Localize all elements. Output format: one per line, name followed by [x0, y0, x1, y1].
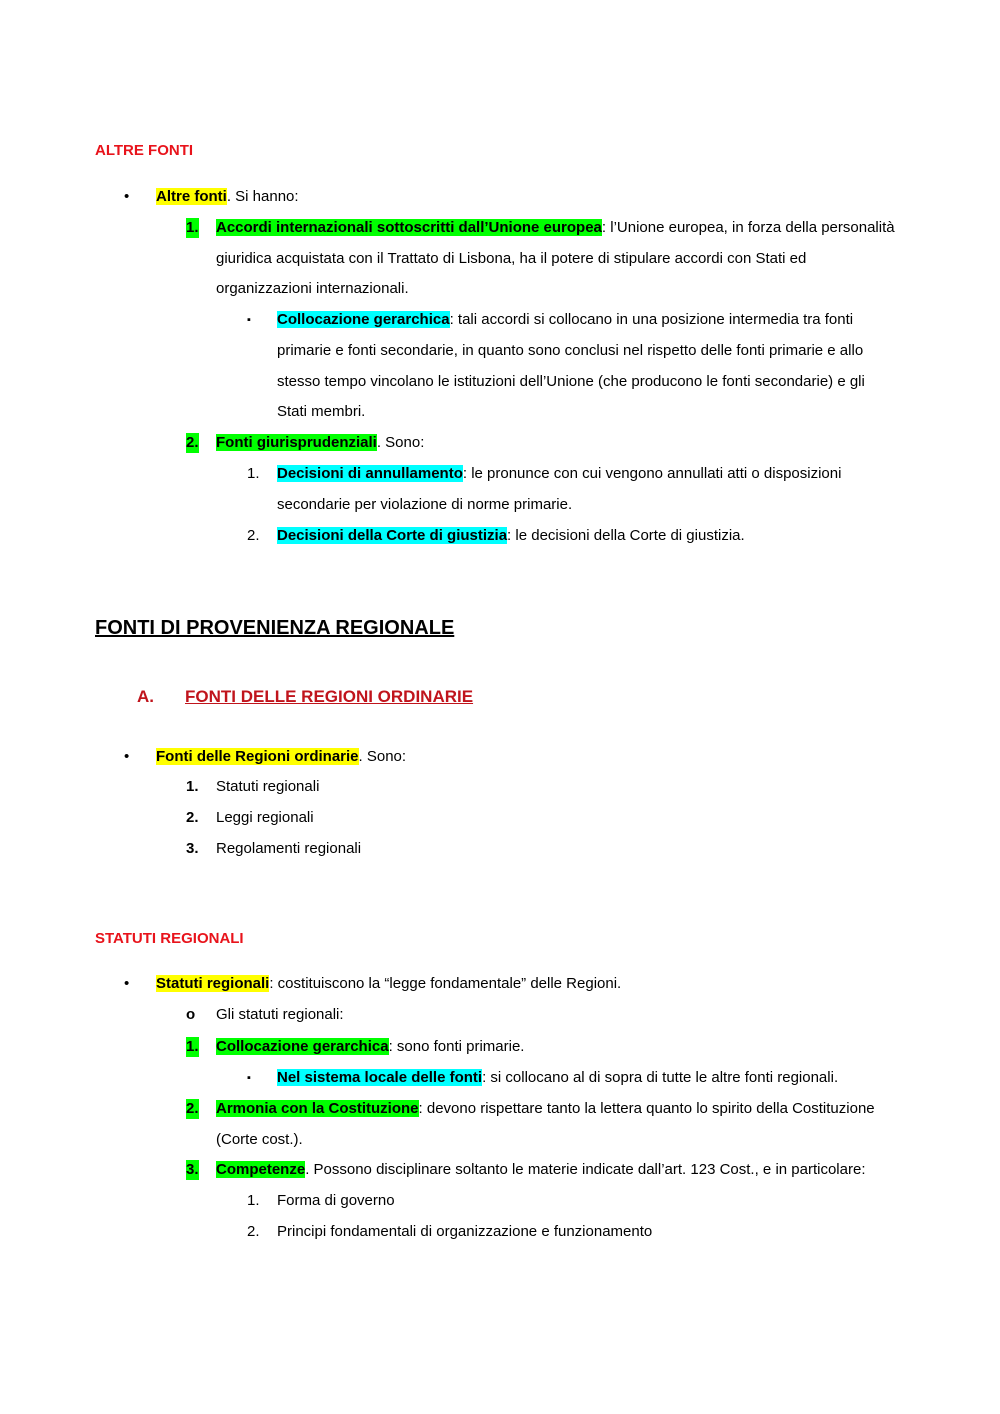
list-number: 2.	[186, 809, 199, 826]
page-title: FONTI DI PROVENIENZA REGIONALE	[95, 617, 455, 639]
list-number: 2.	[186, 1100, 199, 1117]
list-item	[156, 974, 621, 994]
list-number: 2.	[247, 527, 260, 544]
list-item	[277, 526, 745, 546]
list-number: 3.	[186, 1161, 199, 1178]
item-text: primarie e fonti secondarie, in quanto sono conclusi nel rispetto delle fonti primarie e allo	[277, 342, 864, 359]
item-text: stesso tempo vincolano le istituzioni dell’Unione (che producono le fonti secondarie) e gli	[277, 373, 865, 390]
item-text: . Sono:	[358, 748, 407, 765]
list-item	[216, 433, 424, 453]
list-number: 3.	[186, 840, 199, 857]
bullet-icon: •	[124, 975, 130, 992]
bullet-icon: •	[124, 748, 130, 765]
list-number: 1.	[186, 1038, 199, 1055]
item-text: : sono fonti primarie.	[388, 1038, 525, 1055]
list-item	[216, 218, 895, 238]
list-item: Forma di governo	[277, 1192, 395, 1209]
square-bullet-icon: ▪	[247, 1072, 251, 1084]
highlighted-term: Fonti giurisprudenziali	[216, 434, 377, 451]
list-item: Statuti regionali	[216, 778, 320, 795]
highlighted-term: Altre fonti	[156, 188, 227, 205]
list-number: 1.	[247, 1192, 260, 1209]
highlighted-term: Nel sistema locale delle fonti	[277, 1069, 483, 1086]
bullet-icon: •	[124, 188, 130, 205]
list-item	[277, 1068, 838, 1088]
item-text: : le decisioni della Corte di giustizia.	[507, 527, 745, 544]
item-text: . Possono disciplinare soltanto le materie indicate dall’art. 123 Cost., e in particolare:	[305, 1161, 866, 1178]
list-item: Leggi regionali	[216, 809, 314, 826]
item-text: giuridica acquistata con il Trattato di Lisbona, ha il potere di stipulare accordi con Stati ed	[216, 250, 807, 267]
list-item: Principi fondamentali di organizzazione e funzionamento	[277, 1223, 653, 1240]
highlighted-term: Statuti regionali	[156, 975, 270, 992]
item-text: : devono rispettare tanto la lettera quanto lo spirito della Costituzione	[418, 1100, 875, 1117]
highlighted-term: Fonti delle Regioni ordinarie	[156, 748, 359, 765]
highlighted-term: Collocazione gerarchica	[216, 1038, 389, 1055]
list-number: 2.	[247, 1223, 260, 1240]
item-text: : si collocano al di sopra di tutte le altre fonti regionali.	[482, 1069, 839, 1086]
list-item	[216, 1160, 865, 1180]
list-item	[216, 1099, 875, 1119]
list-item: Regolamenti regionali	[216, 840, 362, 857]
highlighted-term: Decisioni della Corte di giustizia	[277, 527, 508, 544]
list-number: 1.	[186, 778, 199, 795]
item-text: : tali accordi si collocano in una posizione intermedia tra fonti	[449, 311, 854, 328]
square-bullet-icon: ▪	[247, 314, 251, 326]
item-text: . Sono:	[376, 434, 425, 451]
circle-bullet-icon: o	[186, 1006, 196, 1023]
item-text: Stati membri.	[277, 403, 366, 420]
item-text: : le pronunce con cui vengono annullati atti o disposizioni	[462, 465, 842, 482]
item-text: organizzazioni internazionali.	[216, 280, 409, 297]
list-item	[277, 464, 841, 484]
list-number: 1.	[186, 219, 199, 236]
item-text: Gli statuti regionali:	[216, 1006, 344, 1023]
highlighted-term: Decisioni di annullamento	[277, 465, 463, 482]
item-text: . Si hanno:	[226, 188, 299, 205]
list-item	[156, 747, 406, 767]
highlighted-term: Accordi internazionali sottoscritti dall’Unione europea	[216, 219, 602, 236]
section-heading: FONTI DELLE REGIONI ORDINARIE	[185, 687, 474, 706]
item-text: : l’Unione europea, in forza della personalità	[601, 219, 895, 236]
item-text: (Corte cost.).	[216, 1131, 303, 1148]
list-item	[216, 1037, 524, 1057]
highlighted-term: Competenze	[216, 1161, 306, 1178]
section-heading-statuti: STATUTI REGIONALI	[95, 930, 244, 947]
highlighted-term: Armonia con la Costituzione	[216, 1100, 419, 1117]
highlighted-term: Collocazione gerarchica	[277, 311, 450, 328]
list-number: 2.	[186, 434, 199, 451]
list-number: 1.	[247, 465, 260, 482]
list-item	[277, 310, 853, 330]
section-heading-altre-fonti: ALTRE FONTI	[95, 142, 194, 159]
list-item	[156, 187, 299, 207]
section-letter: A.	[137, 687, 154, 706]
item-text: secondarie per violazione di norme primarie.	[277, 496, 573, 513]
item-text: : costituiscono la “legge fondamentale” delle Regioni.	[269, 975, 622, 992]
